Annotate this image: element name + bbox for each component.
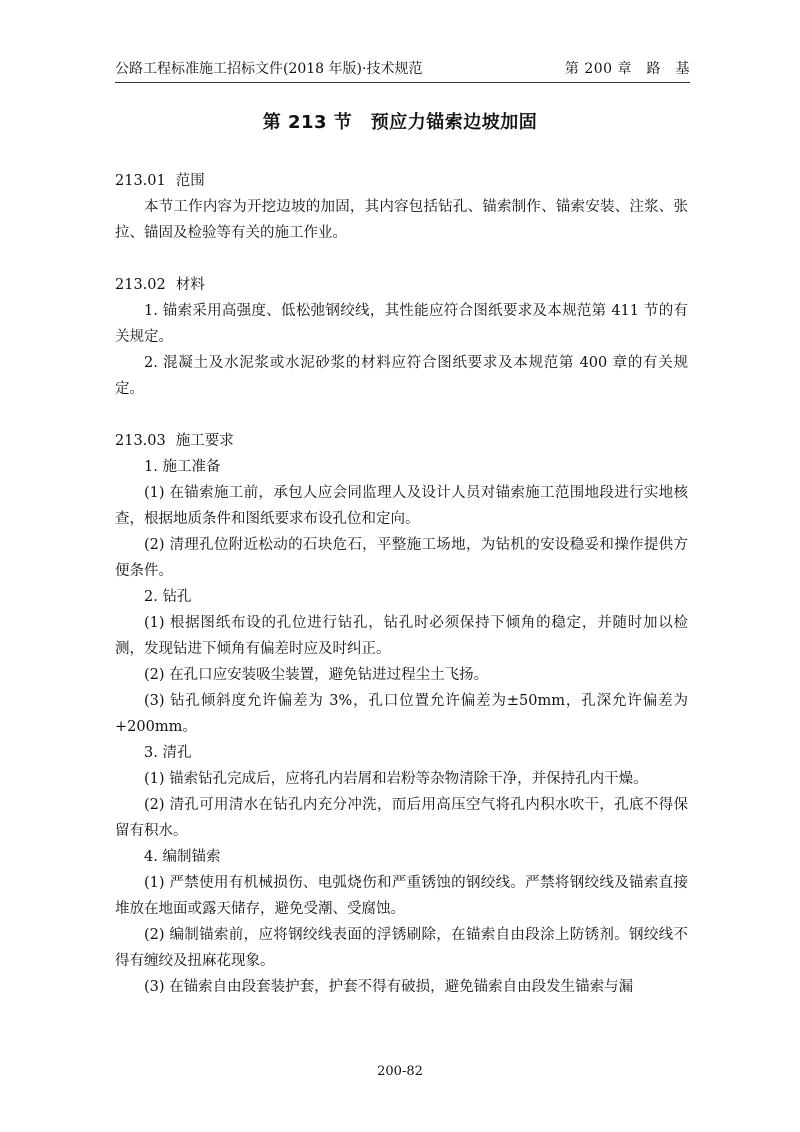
- paragraph: (1) 锚索钻孔完成后，应将孔内岩屑和岩粉等杂物清除干净，并保持孔内干燥。: [144, 771, 648, 787]
- paragraph: (2) 在孔口应安装吸尘装置，避免钻进过程尘土飞扬。: [144, 667, 489, 683]
- paragraph: (1) 严禁使用有机械损伤、电弧烧伤和严重锈蚀的钢绞线。严禁将钢绞线及锚索直接堆放在地面或露天储存，避免受潮、受腐蚀。: [115, 875, 688, 917]
- page-number: 200-82: [377, 1064, 423, 1079]
- section-heading-text: 材料: [175, 277, 205, 293]
- paragraph: (2) 清孔可用清水在钻孔内充分冲洗，而后用高压空气将孔内积水吹干，孔底不得保留有积水。: [115, 797, 688, 839]
- subheading: 2. 钻孔: [144, 589, 192, 605]
- header-chapter: 第 200 章 路 基: [564, 61, 690, 77]
- document-body: [115, 168, 688, 1000]
- section-heading: [115, 272, 688, 298]
- paragraph: 2. 混凝土及水泥浆或水泥砂浆的材料应符合图纸要求及本规范第 400 章的有关规定。: [115, 355, 688, 397]
- running-header: [115, 58, 690, 80]
- section-number: 213.03: [115, 433, 166, 449]
- header-divider: [115, 82, 690, 83]
- section-213-02: [115, 272, 688, 402]
- section-heading-text: 施工要求: [175, 433, 234, 449]
- subheading: 3. 清孔: [144, 745, 192, 761]
- section-heading-text: 范围: [175, 173, 205, 189]
- paragraph: (1) 在锚索施工前，承包人应会同监理人及设计人员对锚索施工范围地段进行实地核查，根据地质条件和图纸要求布设孔位和定向。: [115, 485, 688, 527]
- section-heading: [115, 428, 688, 454]
- section-spacer: [115, 246, 688, 272]
- header-document-title: 公路工程标准施工招标文件(2018 年版)·技术规范: [115, 61, 423, 77]
- section-213-01: [115, 168, 688, 246]
- section-spacer: [115, 402, 688, 428]
- subheading: 1. 施工准备: [144, 459, 221, 475]
- paragraph: 本节工作内容为开挖边坡的加固，其内容包括钻孔、锚索制作、锚索安装、注浆、张拉、锚固及检验等有关的施工作业。: [115, 199, 688, 241]
- paragraph: (2) 清理孔位附近松动的石块危石，平整施工场地，为钻机的安设稳妥和操作提供方便条件。: [115, 537, 688, 579]
- section-number: 213.01: [115, 173, 166, 189]
- paragraph: 1. 锚索采用高强度、低松弛钢绞线，其性能应符合图纸要求及本规范第 411 节的有关规定。: [115, 303, 688, 345]
- subheading: 4. 编制锚索: [144, 849, 221, 865]
- section-heading: [115, 168, 688, 194]
- section-title: 第 213 节 预应力锚索边坡加固: [262, 112, 538, 133]
- paragraph: (3) 钻孔倾斜度允许偏差为 3%，孔口位置允许偏差为±50mm，孔深允许偏差为+200mm。: [115, 693, 688, 735]
- paragraph: (2) 编制锚索前，应将钢绞线表面的浮锈刷除，在锚索自由段涂上防锈剂。钢绞线不得有缠绞及扭麻花现象。: [115, 927, 688, 969]
- paragraph: (1) 根据图纸布设的孔位进行钻孔，钻孔时必须保持下倾角的稳定，并随时加以检测，发现钻进下倾角有偏差时应及时纠正。: [115, 615, 688, 657]
- section-213-03: [115, 428, 688, 1000]
- section-number: 213.02: [115, 277, 166, 293]
- paragraph: (3) 在锚索自由段套装护套，护套不得有破损，避免锚索自由段发生锚索与漏: [144, 979, 634, 995]
